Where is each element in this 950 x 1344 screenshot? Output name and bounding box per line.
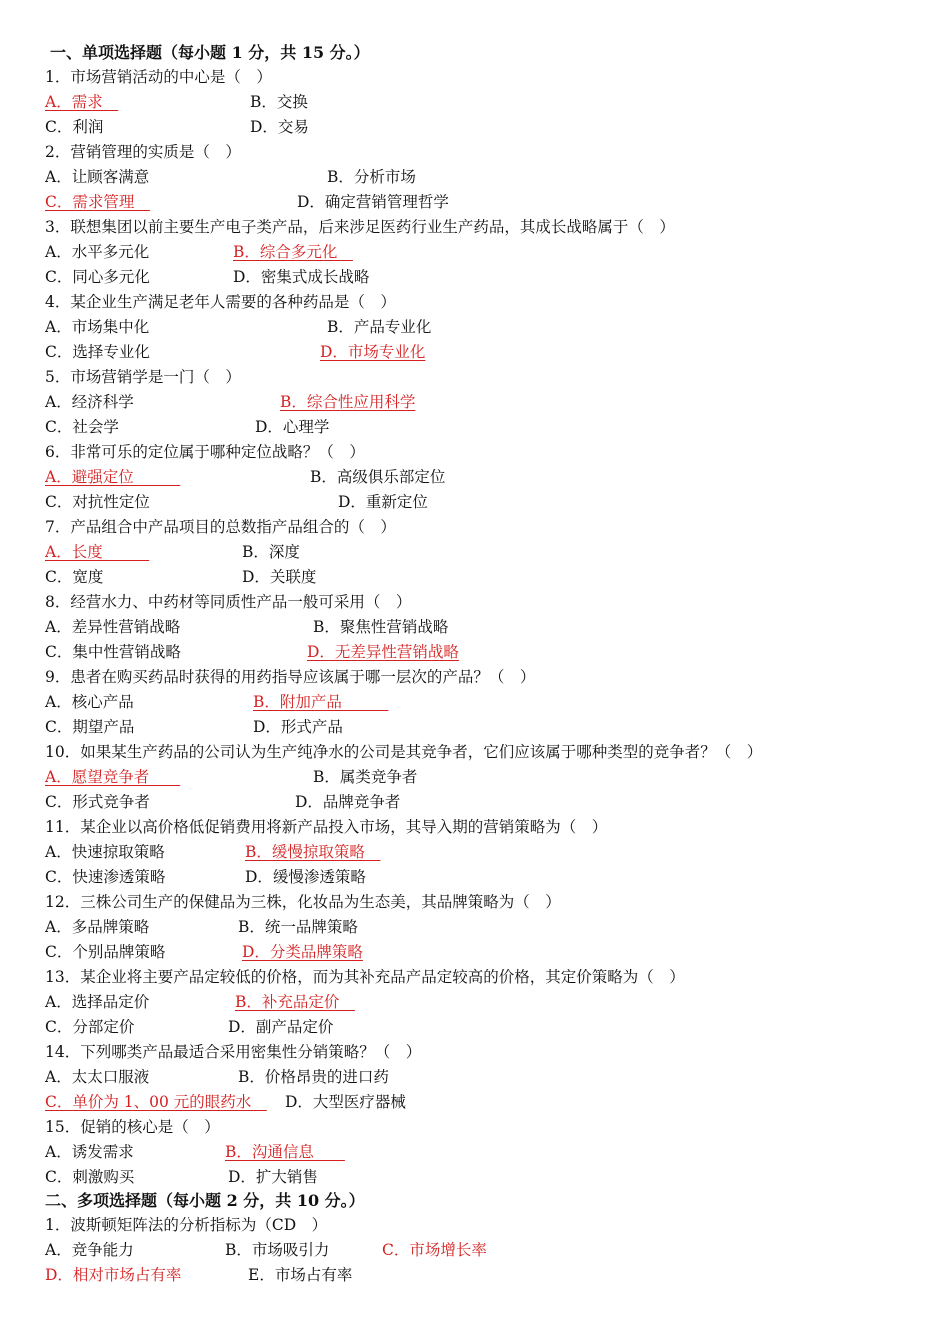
option: C．形式竞争者 xyxy=(45,793,150,811)
option: A．诱发需求 xyxy=(45,1143,134,1161)
option: D．品牌竞争者 xyxy=(295,793,401,811)
question-9: 9．患者在购买药品时获得的用药指导应该属于哪一层次的产品？（ ） xyxy=(45,668,536,686)
options-row xyxy=(45,315,925,340)
options-row xyxy=(45,715,925,740)
question-3: 3．联想集团以前主要生产电子类产品，后来涉足医药行业生产药品，其成长战略属于（ ） xyxy=(45,218,675,236)
question-14: 14．下列哪类产品最适合采用密集性分销策略？（ ） xyxy=(45,1043,422,1061)
option: B．深度 xyxy=(242,543,300,561)
question-10: 10．如果某生产药品的公司认为生产纯净水的公司是其竞争者，它们应该属于哪种类型的竞争者？（ ） xyxy=(45,743,763,761)
option-answer: B．综合性应用科学 xyxy=(280,393,416,411)
options-row xyxy=(45,540,925,565)
question-12: 12．三株公司生产的保健品为三株，化妆品为生态美，其品牌策略为（ ） xyxy=(45,893,561,911)
option: D．交易 xyxy=(250,118,309,136)
option-answer: A．愿望竞争者 xyxy=(45,768,181,786)
option: B．统一品牌策略 xyxy=(238,918,358,936)
option: D．密集式成长战略 xyxy=(233,268,370,286)
options-row xyxy=(45,1238,925,1263)
option: D．副产品定价 xyxy=(228,1018,334,1036)
question-13: 13．某企业将主要产品定较低的价格，而为其补充品产品定较高的价格，其定价策略为（ ） xyxy=(45,968,685,986)
option-answer: A．需求 xyxy=(45,93,119,111)
option-answer: B．补充品定价 xyxy=(235,993,355,1011)
option-answer: B．附加产品 xyxy=(253,693,389,711)
options-row xyxy=(45,90,925,115)
option: A．快速掠取策略 xyxy=(45,843,165,861)
option: D．缓慢渗透策略 xyxy=(245,868,366,886)
options-row xyxy=(45,1263,925,1288)
option-answer: B．缓慢掠取策略 xyxy=(245,843,381,861)
options-row xyxy=(45,615,925,640)
question-8: 8．经营水力、中药材等同质性产品一般可采用（ ） xyxy=(45,593,412,611)
question-4: 4．某企业生产满足老年人需要的各种药品是（ ） xyxy=(45,293,396,311)
option: A．太太口服液 xyxy=(45,1068,150,1086)
option: C．社会学 xyxy=(45,418,119,436)
options-row xyxy=(45,640,925,665)
option: A．差异性营销战略 xyxy=(45,618,181,636)
option: D．关联度 xyxy=(242,568,317,586)
option: A．多品牌策略 xyxy=(45,918,150,936)
option-answer: A．避强定位 xyxy=(45,468,181,486)
option: B．价格昂贵的进口药 xyxy=(238,1068,389,1086)
question-6: 6．非常可乐的定位属于哪种定位战略？（ ） xyxy=(45,443,365,461)
options-row xyxy=(45,165,925,190)
question-11: 11．某企业以高价格低促销费用将新产品投入市场，其导入期的营销策略为（ ） xyxy=(45,818,608,836)
options-row xyxy=(45,865,925,890)
option: A．竞争能力 xyxy=(45,1241,134,1259)
option: D．扩大销售 xyxy=(228,1168,318,1186)
option-answer: D．分类品牌策略 xyxy=(242,943,363,961)
multi-question-1: 1．波斯顿矩阵法的分析指标为（CD ） xyxy=(45,1216,328,1234)
question-5: 5．市场营销学是一门（ ） xyxy=(45,368,241,386)
option: D．确定营销管理哲学 xyxy=(297,193,449,211)
options-row xyxy=(45,465,925,490)
option-answer: C．市场增长率 xyxy=(382,1241,487,1259)
option-answer: C．需求管理 xyxy=(45,193,150,211)
option-answer: A．长度 xyxy=(45,543,150,561)
option: B．高级俱乐部定位 xyxy=(310,468,446,486)
options-row xyxy=(45,690,925,715)
option: A．经济科学 xyxy=(45,393,134,411)
option: A．市场集中化 xyxy=(45,318,150,336)
option: C．快速渗透策略 xyxy=(45,868,166,886)
option-answer: D．市场专业化 xyxy=(320,343,426,361)
options-row xyxy=(45,1015,925,1040)
options-row xyxy=(45,915,925,940)
question-2: 2．营销管理的实质是（ ） xyxy=(45,143,241,161)
options-row xyxy=(45,790,925,815)
option-answer: C．单价为 1、00 元的眼药水 xyxy=(45,1093,267,1111)
section-heading-single-choice: 一、单项选择题（每小题 1 分，共 15 分。） xyxy=(50,43,370,62)
option: C．刺激购买 xyxy=(45,1168,135,1186)
option: B．交换 xyxy=(250,93,308,111)
options-row xyxy=(45,565,925,590)
option-answer: B．沟通信息 xyxy=(225,1143,345,1161)
question-1: 1．市场营销活动的中心是（ ） xyxy=(45,68,272,86)
option: C．宽度 xyxy=(45,568,104,586)
option: D．心理学 xyxy=(255,418,330,436)
option: B．属类竞争者 xyxy=(313,768,418,786)
options-row xyxy=(45,390,925,415)
option: A．核心产品 xyxy=(45,693,134,711)
option: C．对抗性定位 xyxy=(45,493,150,511)
options-row xyxy=(45,415,925,440)
options-row xyxy=(45,940,925,965)
options-row xyxy=(45,490,925,515)
options-row xyxy=(45,765,925,790)
option-answer: D．无差异性营销战略 xyxy=(307,643,459,661)
option: B．分析市场 xyxy=(327,168,416,186)
options-row xyxy=(45,1165,925,1190)
options-row xyxy=(45,990,925,1015)
option: C．期望产品 xyxy=(45,718,135,736)
option: B．聚焦性营销战略 xyxy=(313,618,449,636)
options-row xyxy=(45,115,925,140)
option: D．大型医疗器械 xyxy=(285,1093,406,1111)
option: B．市场吸引力 xyxy=(225,1241,330,1259)
option: C．分部定价 xyxy=(45,1018,135,1036)
question-7: 7．产品组合中产品项目的总数指产品组合的（ ） xyxy=(45,518,396,536)
option: C．选择专业化 xyxy=(45,343,150,361)
option: C．个别品牌策略 xyxy=(45,943,166,961)
options-row xyxy=(45,340,925,365)
option: B．产品专业化 xyxy=(327,318,432,336)
option: C．利润 xyxy=(45,118,104,136)
option-answer: D．相对市场占有率 xyxy=(45,1266,182,1284)
option-answer: B．综合多元化 xyxy=(233,243,353,261)
option: E．市场占有率 xyxy=(248,1266,353,1284)
option: C．同心多元化 xyxy=(45,268,150,286)
option: D．重新定位 xyxy=(338,493,428,511)
options-row xyxy=(45,190,925,215)
options-row xyxy=(45,1090,925,1115)
option: A．选择品定价 xyxy=(45,993,150,1011)
question-15: 15．促销的核心是（ ） xyxy=(45,1118,220,1136)
option: A．水平多元化 xyxy=(45,243,150,261)
option: A．让顾客满意 xyxy=(45,168,150,186)
options-row xyxy=(45,840,925,865)
options-row xyxy=(45,240,925,265)
option: D．形式产品 xyxy=(253,718,343,736)
section-heading-multi-choice: 二、多项选择题（每小题 2 分，共 10 分。） xyxy=(45,1191,365,1210)
option: C．集中性营销战略 xyxy=(45,643,181,661)
options-row xyxy=(45,1065,925,1090)
options-row xyxy=(45,265,925,290)
options-row xyxy=(45,1140,925,1165)
